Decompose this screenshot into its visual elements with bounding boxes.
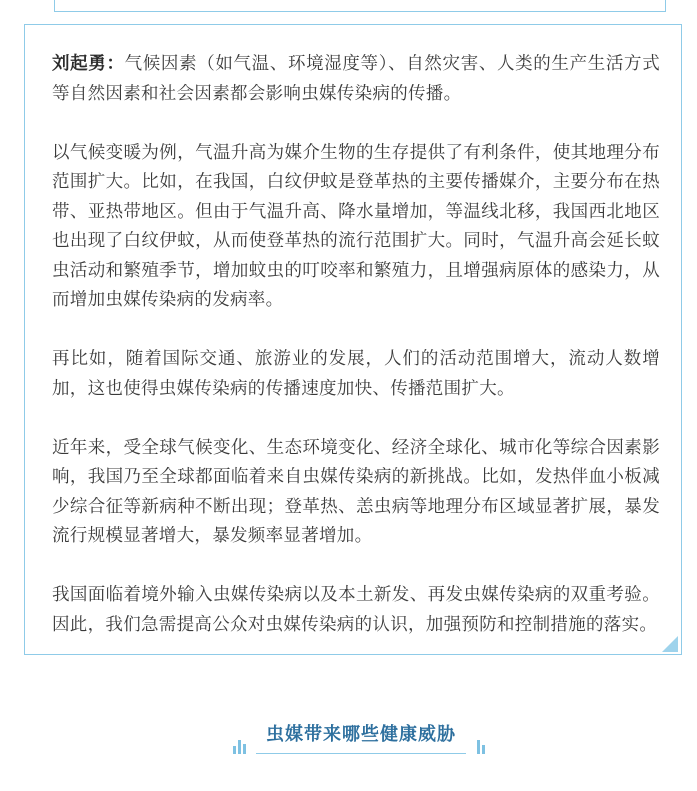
paragraph-2: 以气候变暖为例，气温升高为媒介生物的生存提供了有利条件，使其地理分布范围扩大。比如，在我国，白纹伊蚊是登革热的主要传播媒介，主要分布在热带、亚热带地区。但由于气温升高、降水量增加，等温线北移，我国西北地区也出现了白纹伊蚊，从而使登革热的流行范围扩大。同时，气温升高会延长蚊虫活动和繁殖季节，增加蚊虫的叮咬率和繁殖力，且增强病原体的感染力，从而增加虫媒传染病的发病率。 <box>52 142 660 310</box>
previous-section-box-bottom <box>54 0 666 12</box>
heading-underline <box>256 753 466 754</box>
article-content <box>52 50 660 670</box>
folded-corner-decoration <box>662 636 678 652</box>
paragraph-4: 近年来，受全球气候变化、生态环境变化、经济全球化、城市化等综合因素影响，我国乃至全球都面临着来自虫媒传染病的新挑战。比如，发热伴血小板减少综合征等新病种不断出现；登革热、恙虫病等地理分布区域显著扩展，暴发流行规模显著增大，暴发频率显著增加。 <box>52 437 660 546</box>
bar-decoration-right-icon <box>477 738 491 754</box>
paragraph-3: 再比如，随着国际交通、旅游业的发展，人们的活动范围增大，流动人数增加，这也使得虫媒传染病的传播速度加快、传播范围扩大。 <box>52 349 660 399</box>
section-heading-title: 虫媒带来哪些健康威胁 <box>266 724 456 745</box>
paragraph-text: 气候因素（如气温、环境湿度等）、自然灾害、人类的生产生活方式等自然因素和社会因素都会影响虫媒传染病的传播。 <box>52 54 661 104</box>
paragraph-1 <box>52 50 660 109</box>
section-heading <box>231 718 491 758</box>
speaker-name: 刘起勇： <box>52 54 125 74</box>
paragraph-5: 我国面临着境外输入虫媒传染病以及本土新发、再发虫媒传染病的双重考验。因此，我们急需提高公众对虫媒传染病的认识，加强预防和控制措施的落实。 <box>52 585 660 635</box>
